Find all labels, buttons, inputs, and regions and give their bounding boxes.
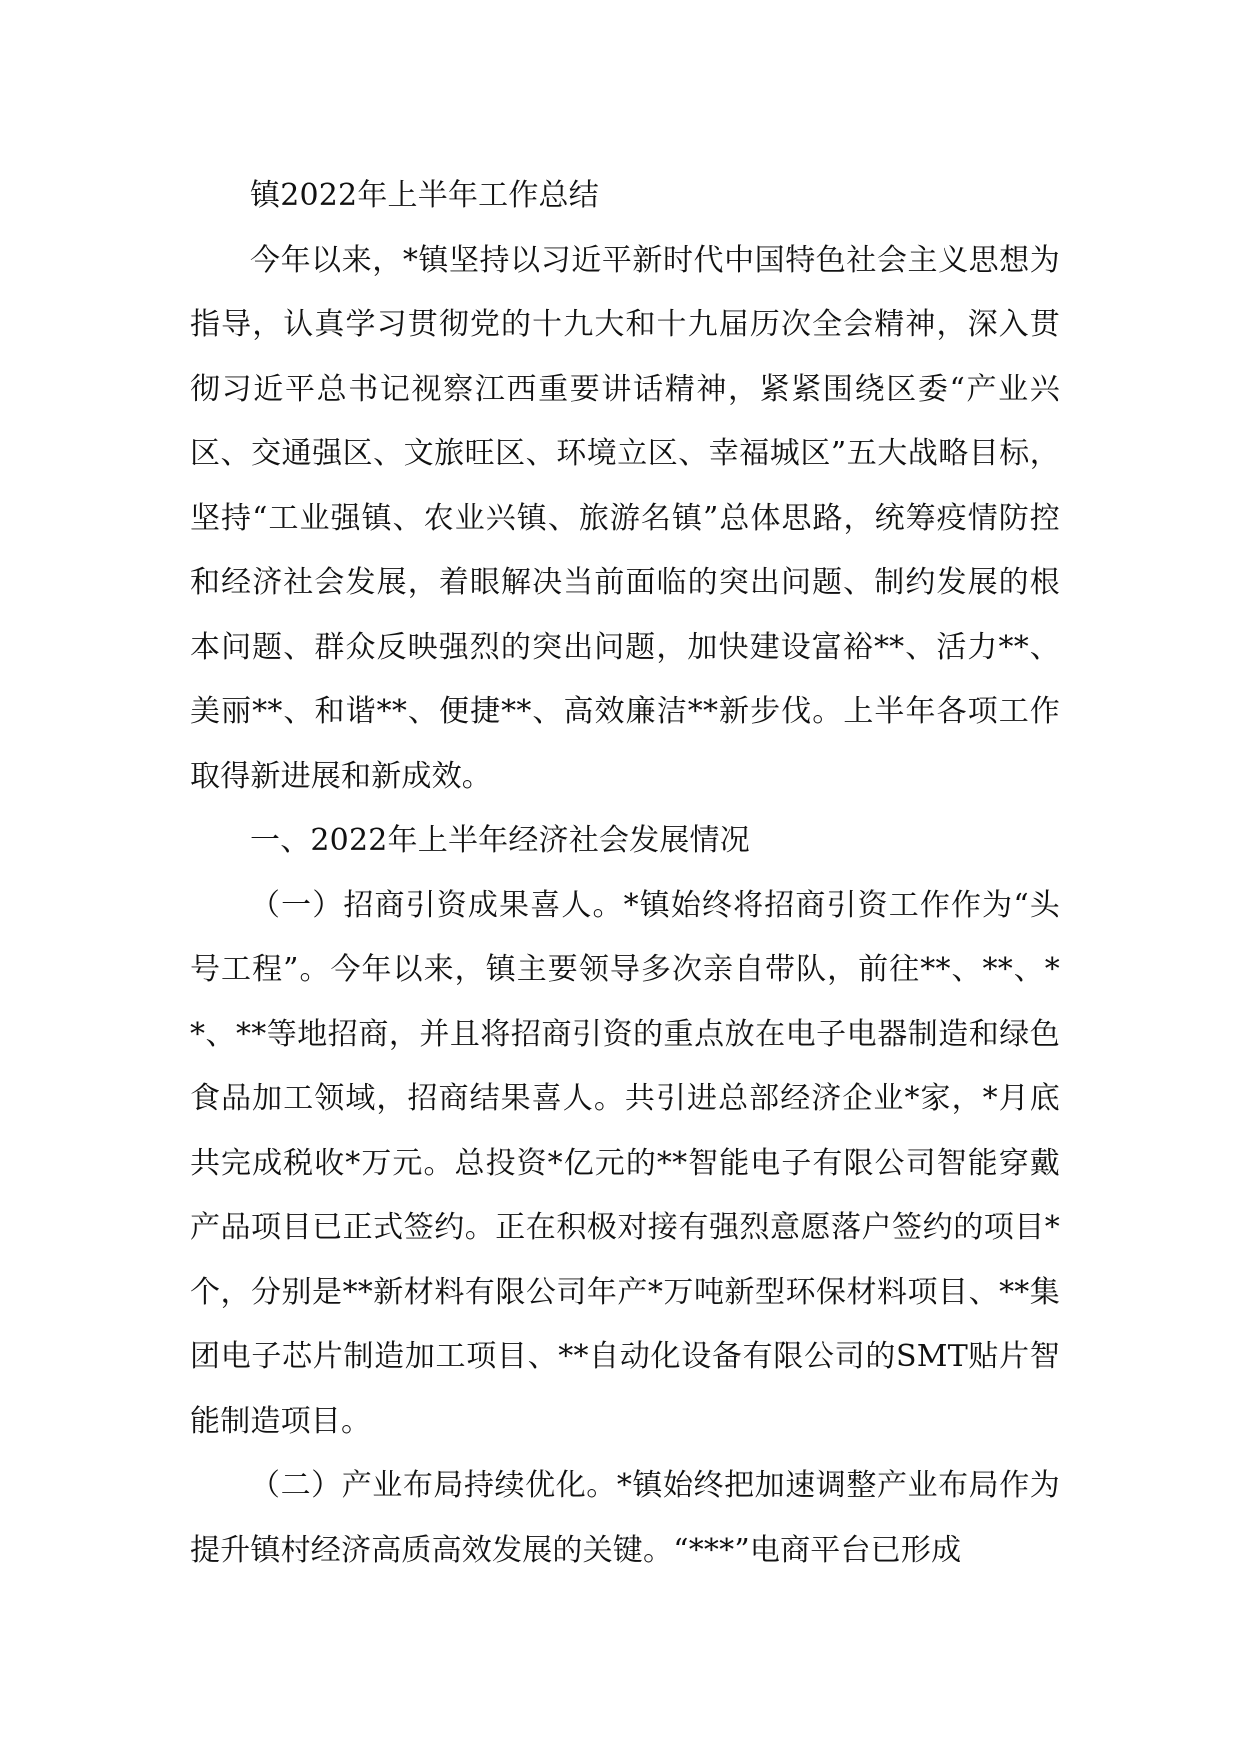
document-body	[190, 164, 1060, 1583]
paragraph-investment: （一）招商引资成果喜人。*镇始终将招商引资工作作为“头号工程”。今年以来，镇主要领导多次亲自带队，前往**、**、**、**等地招商，并且将招商引资的重点放在电子电器制造和绿色食品加工领域，招商结果喜人。共引进总部经济企业*家，*月底共完成税收*万元。总投资*亿元的**智能电子有限公司智能穿戴产品项目已正式签约。正在积极对接有强烈意愿落户签约的项目*个，分别是**新材料有限公司年产*万吨新型环保材料项目、**集团电子芯片制造加工项目、**自动化设备有限公司的SMT贴片智能制造项目。	[190, 887, 1060, 1439]
paragraph-industry-layout: （二）产业布局持续优化。*镇始终把加速调整产业布局作为提升镇村经济高质高效发展的关键。“***”电商平台已形成	[190, 1468, 1060, 1568]
section-heading-1: 一、2022年上半年经济社会发展情况	[250, 823, 750, 858]
paragraph-intro: 今年以来，*镇坚持以习近平新时代中国特色社会主义思想为指导，认真学习贯彻党的十九大和十九届历次全会精神，深入贯彻习近平总书记视察江西重要讲话精神，紧紧围绕区委“产业兴区、交通强区、文旅旺区、环境立区、幸福城区”五大战略目标，坚持“工业强镇、农业兴镇、旅游名镇”总体思路，统筹疫情防控和经济社会发展，着眼解决当前面临的突出问题、制约发展的根本问题、群众反映强烈的突出问题，加快建设富裕**、活力**、美丽**、和谐**、便捷**、高效廉洁**新步伐。上半年各项工作取得新进展和新成效。	[190, 242, 1060, 794]
document-title: 镇2022年上半年工作总结	[250, 178, 599, 213]
